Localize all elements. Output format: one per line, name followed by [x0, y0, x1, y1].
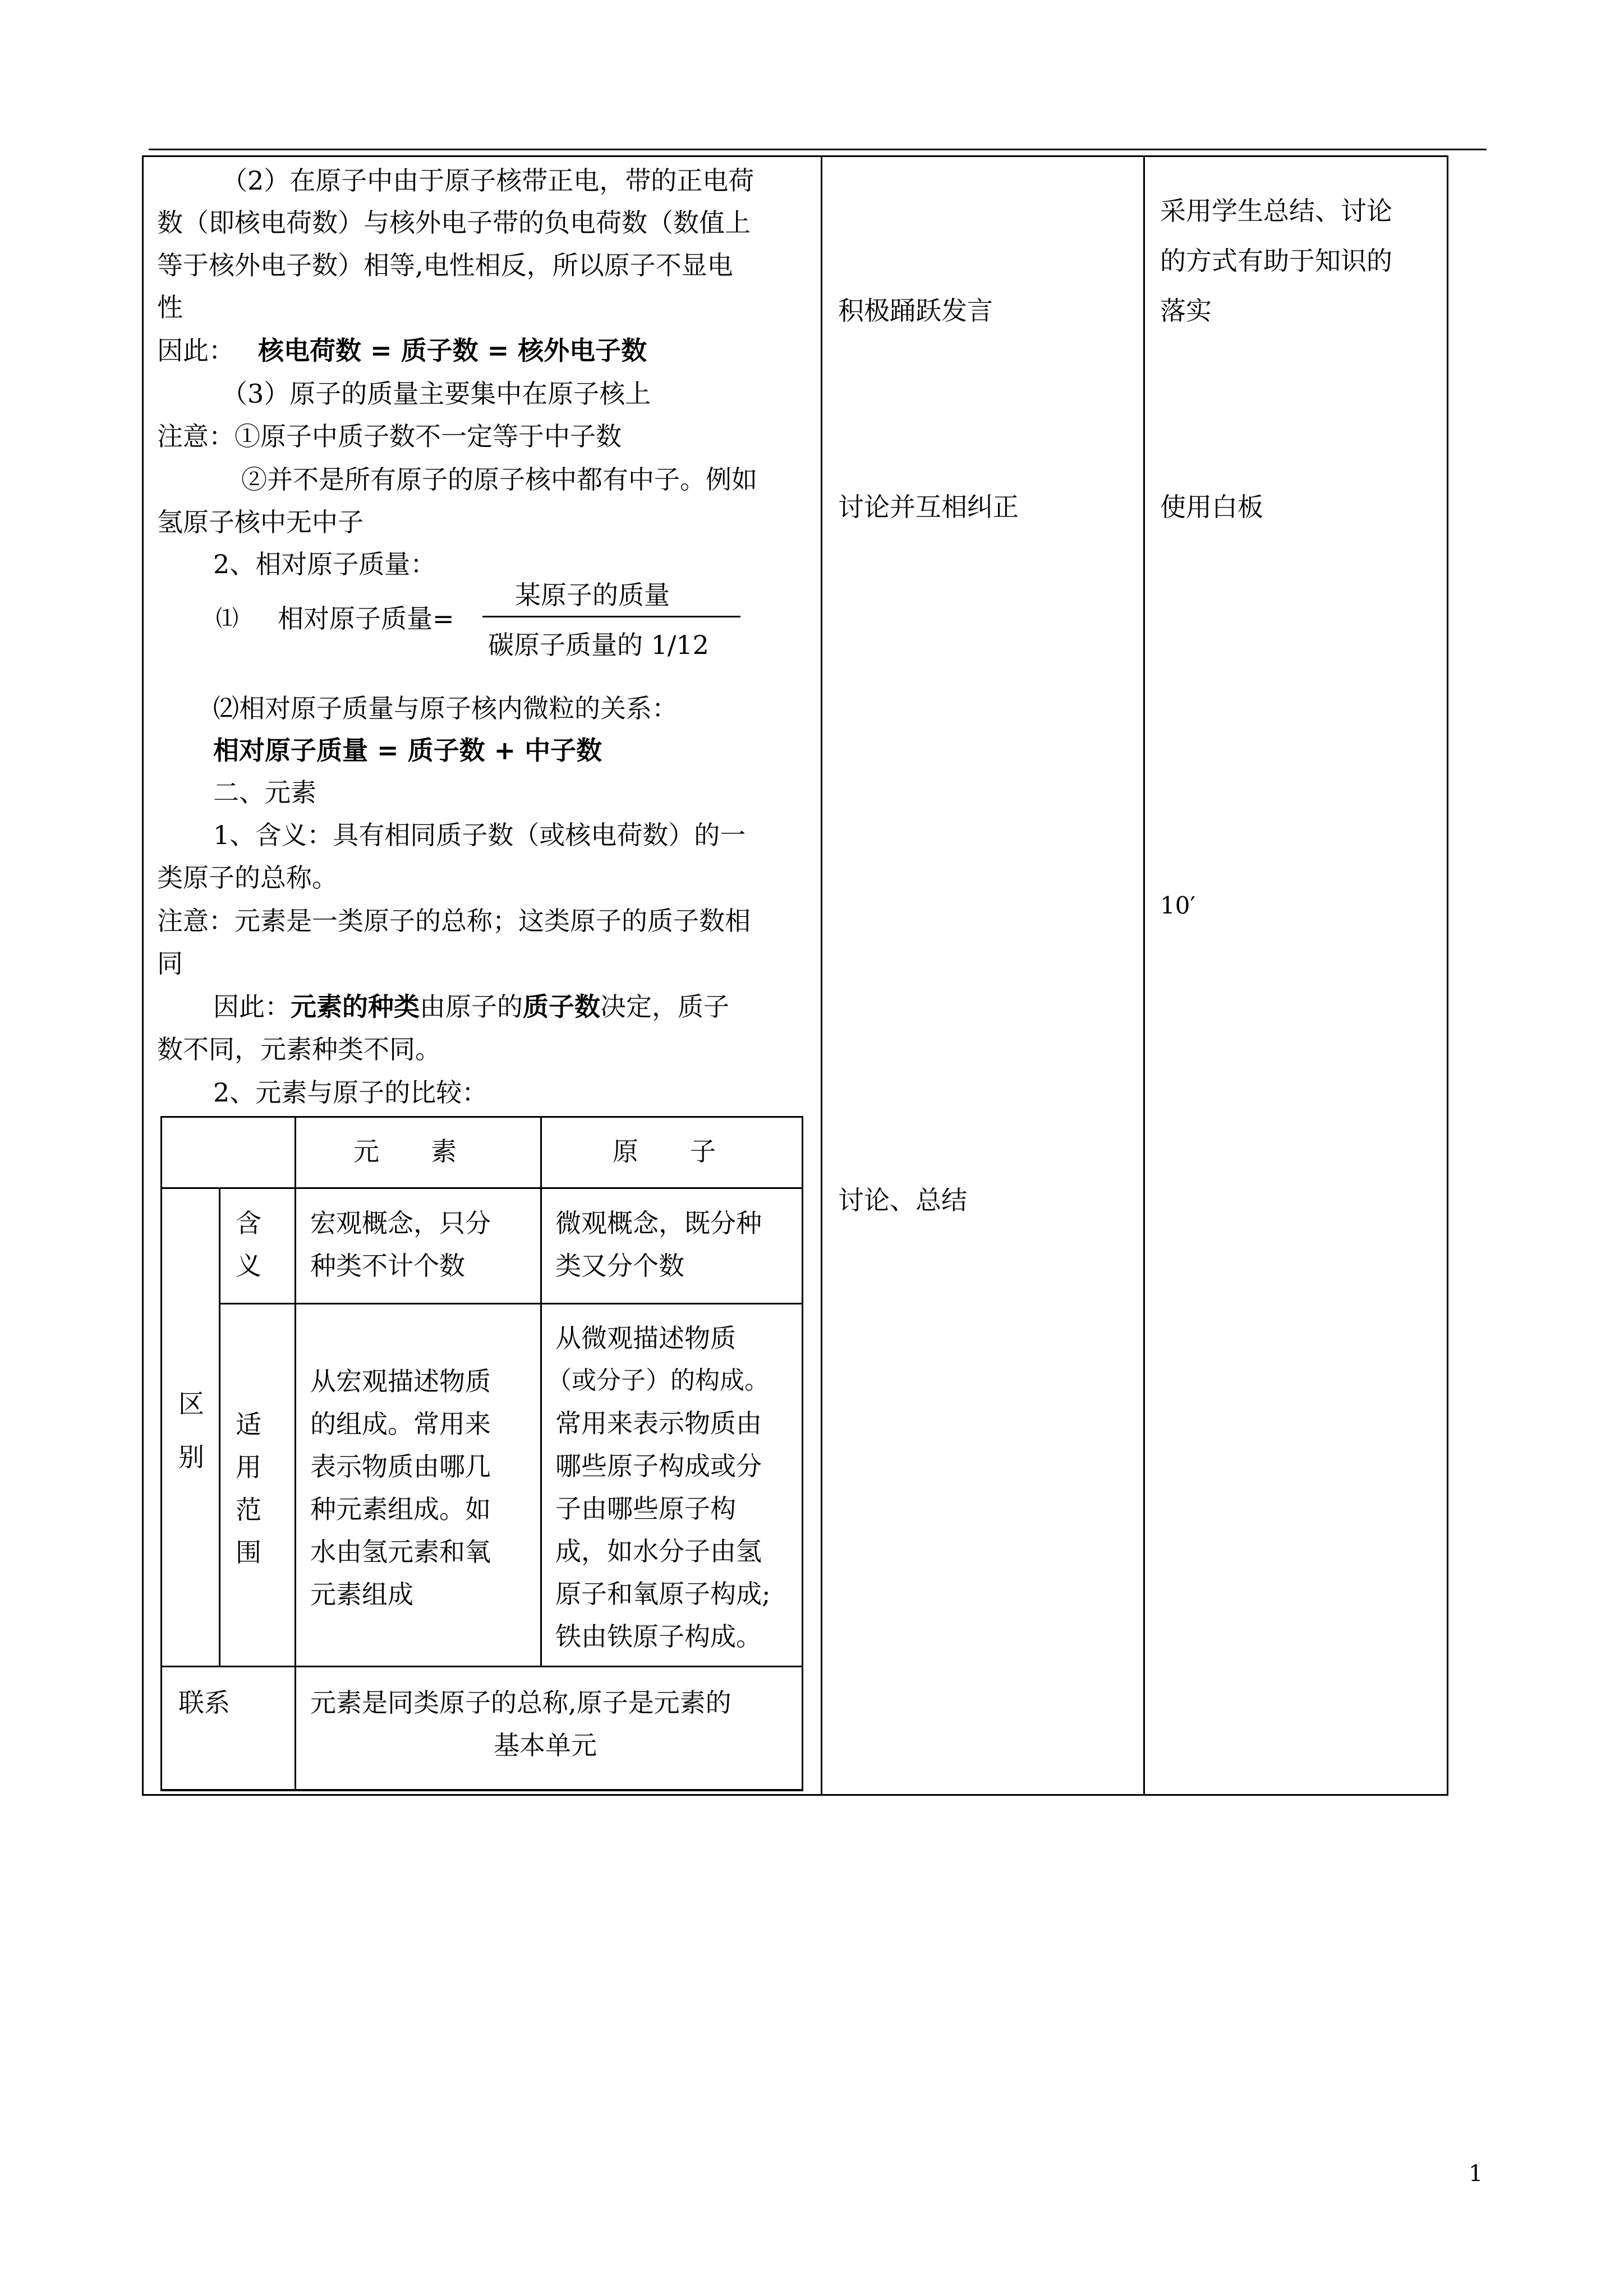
cell-element: 从宏观描述物质	[310, 1366, 491, 1396]
para-line: 等于核外电子数）相等,电性相反，所以原子不显电	[157, 250, 733, 280]
note-line: 注意：元素是一类原子的总称；这类原子的质子数相	[157, 906, 751, 936]
header-rule	[149, 149, 1487, 150]
table-border-left	[142, 155, 144, 1796]
cell-atom: （或分子）的构成。	[547, 1366, 769, 1395]
table-divider-1	[821, 155, 822, 1796]
cell-element: 元素组成	[310, 1579, 413, 1610]
cmp-bottom	[160, 1789, 803, 1791]
para-line: 类原子的总称。	[157, 863, 338, 893]
mass-formula: 相对原子质量 = 质子数 + 中子数	[213, 735, 602, 766]
cmp-col-label	[219, 1187, 220, 1666]
note-line: ②并不是所有原子的原子核中都有中子。例如	[241, 464, 757, 495]
text-span-bold: 元素的种类	[291, 992, 420, 1022]
fraction-denominator: 碳原子质量的 1/12	[488, 630, 709, 660]
para-line: 数不同，元素种类不同。	[157, 1034, 441, 1064]
formula-label: 相对原子质量=	[278, 603, 454, 634]
cmp-col-atom	[540, 1116, 542, 1666]
cmp-col-elem	[295, 1116, 296, 1791]
activity-text: 积极踊跃发言	[838, 296, 993, 326]
time-text: 10′	[1160, 892, 1195, 919]
cmp-left	[160, 1116, 162, 1791]
group-label: 区	[178, 1389, 204, 1419]
cmp-right	[802, 1116, 803, 1791]
text-span: 因此：	[213, 992, 291, 1022]
cmp-row-header	[160, 1187, 803, 1189]
note-text: 的方式有助于知识的	[1160, 246, 1392, 276]
activity-text: 讨论、总结	[838, 1185, 967, 1215]
section-heading: 2、元素与原子的比较：	[213, 1077, 488, 1108]
table-border-right	[1447, 155, 1448, 1796]
para-line	[213, 985, 729, 1028]
cell-atom: 原子和氧原子构成;	[555, 1579, 771, 1609]
row-label: 围	[236, 1537, 261, 1567]
note-text: 采用学生总结、讨论	[1160, 196, 1392, 226]
note-line: 同	[157, 948, 183, 979]
note-line: 注意：①原子中质子数不一定等于中子数	[157, 421, 622, 451]
group-label: 别	[178, 1442, 204, 1472]
cell-atom: 成，如水分子由氢	[555, 1536, 762, 1566]
therefore-label: 因此：	[157, 335, 234, 366]
formula-number: ⑴	[216, 606, 238, 631]
para-line: （3）原子的质量主要集中在原子核上	[222, 379, 651, 409]
note-text: 使用白板	[1160, 492, 1263, 522]
para-line: ⑵相对原子质量与原子核内微粒的关系：	[213, 693, 678, 723]
row-label: 适	[236, 1409, 261, 1440]
activity-text: 讨论并互相纠正	[838, 492, 1019, 522]
table-divider-2	[1143, 155, 1145, 1796]
para-line: 1、含义：具有相同质子数（或核电荷数）的一	[213, 820, 746, 850]
row-label: 范	[236, 1495, 261, 1525]
header-element: 元 素	[353, 1136, 457, 1167]
text-span: 决定，质子	[600, 992, 729, 1022]
row-label-link: 联系	[178, 1688, 230, 1718]
text-span-bold: 质子数	[523, 992, 600, 1022]
section-heading: 二、元素	[213, 777, 316, 808]
cell-element: 种类不计个数	[310, 1251, 465, 1281]
cell-element: 水由氢元素和氧	[310, 1537, 491, 1567]
cell-element: 表示物质由哪几	[310, 1451, 491, 1482]
cell-link: 元素是同类原子的总称,原子是元素的	[310, 1688, 732, 1718]
para-line: 数（即核电荷数）与核外电子带的负电荷数（数值上	[157, 208, 751, 238]
para-line: 性	[157, 292, 183, 322]
cell-atom: 从微观描述物质	[555, 1323, 736, 1353]
cmp-row-2	[160, 1666, 803, 1667]
section-heading: 2、相对原子质量：	[213, 549, 436, 579]
page-number: 1	[1469, 2161, 1483, 2187]
note-text: 落实	[1160, 296, 1212, 326]
cmp-row-1	[219, 1303, 803, 1304]
charge-formula: 核电荷数 = 质子数 = 核外电子数	[258, 335, 647, 366]
row-label: 含	[236, 1208, 261, 1238]
row-label: 用	[236, 1452, 261, 1482]
cmp-top	[160, 1116, 803, 1118]
cell-element: 的组成。常用来	[310, 1409, 491, 1439]
cell-atom: 类又分个数	[555, 1251, 684, 1281]
table-border-bottom	[142, 1794, 1448, 1796]
para-line: （2）在原子中由于原子核带正电，带的正电荷	[222, 165, 755, 196]
row-label: 义	[236, 1251, 261, 1281]
cell-element: 宏观概念，只分	[310, 1208, 491, 1238]
cell-link: 基本单元	[494, 1730, 597, 1760]
cell-atom: 哪些原子构成或分	[555, 1451, 762, 1481]
note-line: 氢原子核中无中子	[157, 507, 364, 537]
cell-atom: 子由哪些原子构	[555, 1493, 736, 1524]
table-border-top	[142, 155, 1448, 157]
cell-element: 种元素组成。如	[310, 1494, 491, 1524]
cell-atom: 铁由铁原子构成。	[555, 1621, 762, 1652]
text-span: 由原子的	[420, 992, 523, 1022]
cell-atom: 微观概念，既分种	[555, 1208, 762, 1238]
fraction-numerator: 某原子的质量	[515, 580, 670, 610]
fraction-bar	[482, 616, 740, 617]
header-atom: 原 子	[613, 1136, 716, 1167]
cell-atom: 常用来表示物质由	[555, 1408, 762, 1439]
